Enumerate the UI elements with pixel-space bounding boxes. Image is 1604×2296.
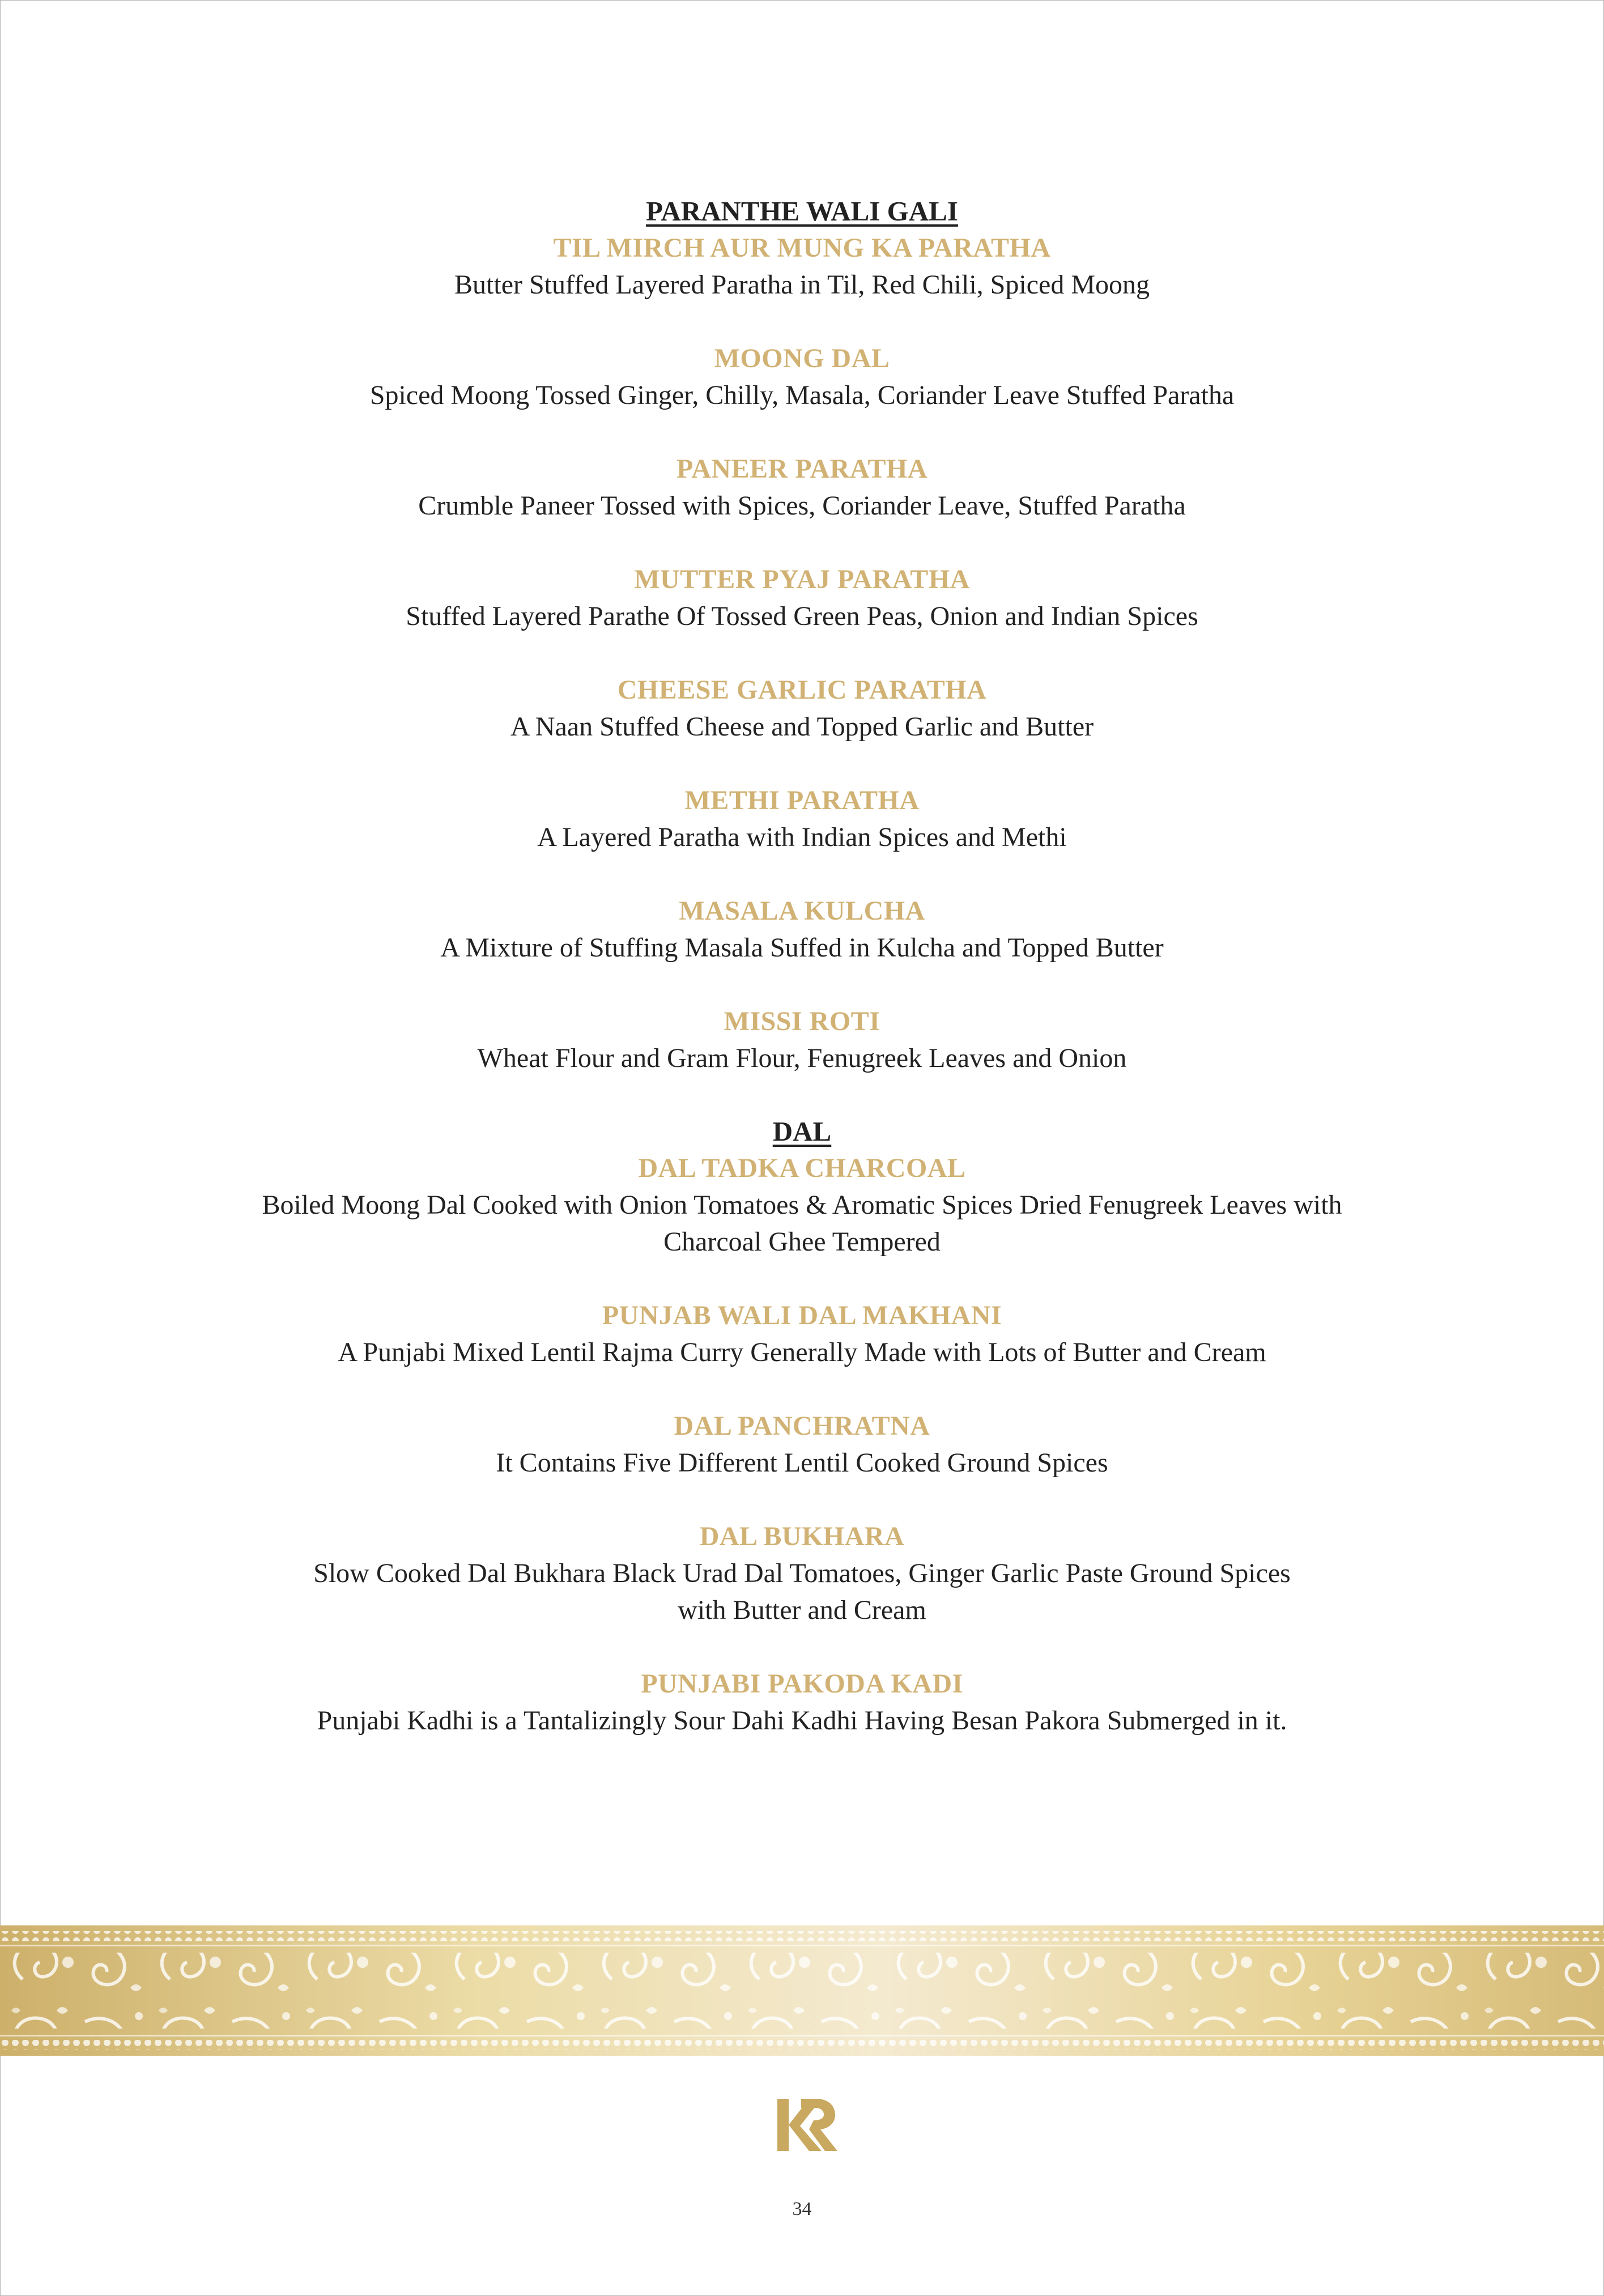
menu-item (0, 1003, 1604, 1077)
item-name: MUTTER PYAJ PARATHA (634, 564, 970, 594)
menu-item (0, 1150, 1604, 1260)
menu-item (0, 229, 1604, 303)
menu-item (0, 1665, 1604, 1739)
item-desc: A Mixture of Stuffing Masala Suffed in Kulcha and Topped Butter (440, 933, 1164, 963)
item-desc: Butter Stuffed Layered Paratha in Til, Red Chili, Spiced Moong (454, 270, 1150, 300)
item-desc: Slow Cooked Dal Bukhara Black Urad Dal Tomatoes, Ginger Garlic Paste Ground Spices with Butter and Cream (313, 1558, 1291, 1625)
menu-item (0, 1297, 1604, 1371)
item-name: DAL TADKA CHARCOAL (638, 1153, 966, 1183)
item-name: DAL PANCHRATNA (674, 1411, 930, 1441)
item-name: MASALA KULCHA (679, 896, 925, 926)
menu-item (0, 1408, 1604, 1481)
menu-item (0, 782, 1604, 856)
item-name: PUNJAB WALI DAL MAKHANI (602, 1300, 1002, 1330)
section-title-paranthe: PARANTHE WALI GALI (646, 195, 958, 227)
item-desc: Wheat Flour and Gram Flour, Fenugreek Leaves and Onion (477, 1043, 1127, 1073)
item-desc: A Punjabi Mixed Lentil Rajma Curry Generally Made with Lots of Butter and Cream (338, 1337, 1266, 1367)
menu-item (0, 892, 1604, 966)
menu-item (0, 671, 1604, 745)
item-name: CHEESE GARLIC PARATHA (617, 675, 987, 705)
item-name: METHI PARATHA (684, 785, 920, 815)
item-name: PANEER PARATHA (677, 454, 927, 484)
section-title-dal: DAL (772, 1116, 832, 1147)
menu-item (0, 340, 1604, 414)
menu-item (0, 561, 1604, 635)
menu-item (0, 450, 1604, 524)
menu-item (0, 1518, 1604, 1629)
menu-content (0, 193, 1604, 1776)
item-desc: A Naan Stuffed Cheese and Topped Garlic and Butter (510, 712, 1094, 742)
item-desc: Boiled Moong Dal Cooked with Onion Tomatoes & Aromatic Spices Dried Fenugreek Leaves with Charcoal Ghee Tempered (262, 1190, 1342, 1257)
item-desc: A Layered Paratha with Indian Spices and Methi (537, 822, 1067, 852)
kr-logo (776, 2097, 839, 2153)
item-name: DAL BUKHARA (699, 1521, 905, 1551)
item-name: MISSI ROTI (724, 1006, 880, 1036)
item-name: TIL MIRCH AUR MUNG KA PARATHA (553, 233, 1051, 263)
item-desc: Punjabi Kadhi is a Tantalizingly Sour Dahi Kadhi Having Besan Pakora Submerged in it. (317, 1706, 1287, 1736)
item-desc: It Contains Five Different Lentil Cooked Ground Spices (496, 1448, 1108, 1478)
item-desc: Stuffed Layered Parathe Of Tossed Green Peas, Onion and Indian Spices (406, 601, 1198, 631)
decorative-border (0, 1925, 1604, 2056)
item-desc: Crumble Paneer Tossed with Spices, Coriander Leave, Stuffed Paratha (418, 491, 1186, 521)
item-desc: Spiced Moong Tossed Ginger, Chilly, Masala, Coriander Leave Stuffed Paratha (369, 380, 1235, 410)
page-number: 34 (792, 2199, 812, 2220)
item-name: MOONG DAL (714, 343, 890, 373)
item-name: PUNJABI PAKODA KADI (641, 1669, 963, 1699)
